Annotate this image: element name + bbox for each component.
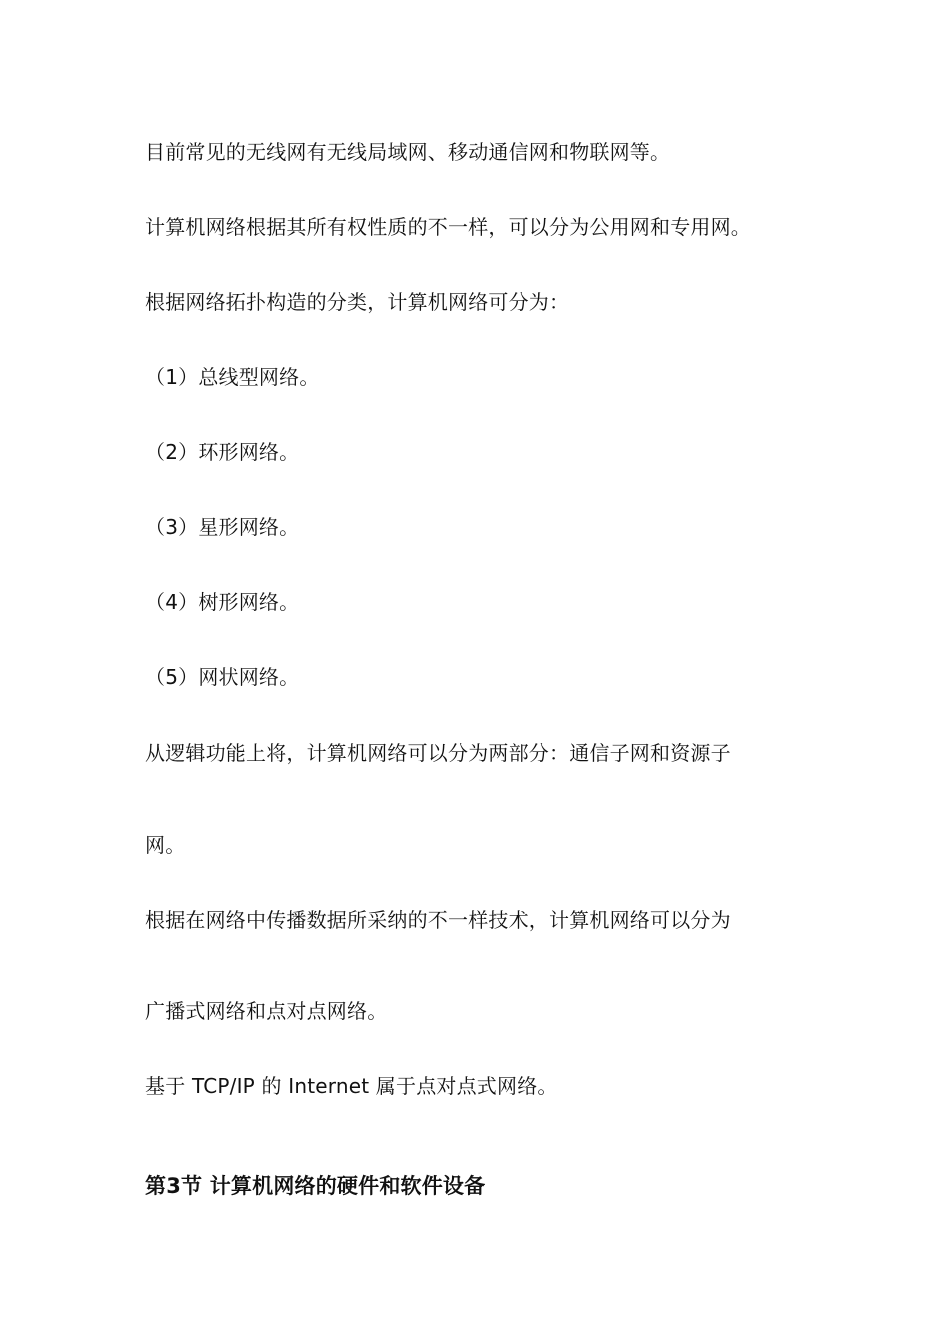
list-item-tree-network: （4）树形网络。	[145, 590, 300, 614]
list-item-star-network: （3）星形网络。	[145, 515, 300, 539]
paragraph-logic-line-2: 网。	[145, 833, 186, 857]
paragraph-internet: 基于 TCP/IP 的 Internet 属于点对点式网络。	[145, 1074, 558, 1098]
paragraph-wireless-networks: 目前常见的无线网有无线局域网、移动通信网和物联网等。	[145, 140, 671, 164]
paragraph-tech-line-2: 广播式网络和点对点网络。	[145, 999, 388, 1023]
list-item-bus-network: （1）总线型网络。	[145, 365, 320, 389]
paragraph-logic-line-1: 从逻辑功能上将，计算机网络可以分为两部分：通信子网和资源子	[145, 741, 731, 765]
paragraph-tech-line-1: 根据在网络中传播数据所采纳的不一样技术，计算机网络可以分为	[145, 908, 731, 932]
section-heading: 第3节 计算机网络的硬件和软件设备	[145, 1174, 486, 1198]
paragraph-ownership-classification: 计算机网络根据其所有权性质的不一样，可以分为公用网和专用网。	[145, 215, 751, 239]
list-item-ring-network: （2）环形网络。	[145, 440, 300, 464]
paragraph-topology-intro: 根据网络拓扑构造的分类，计算机网络可分为：	[145, 290, 570, 314]
list-item-mesh-network: （5）网状网络。	[145, 665, 300, 689]
